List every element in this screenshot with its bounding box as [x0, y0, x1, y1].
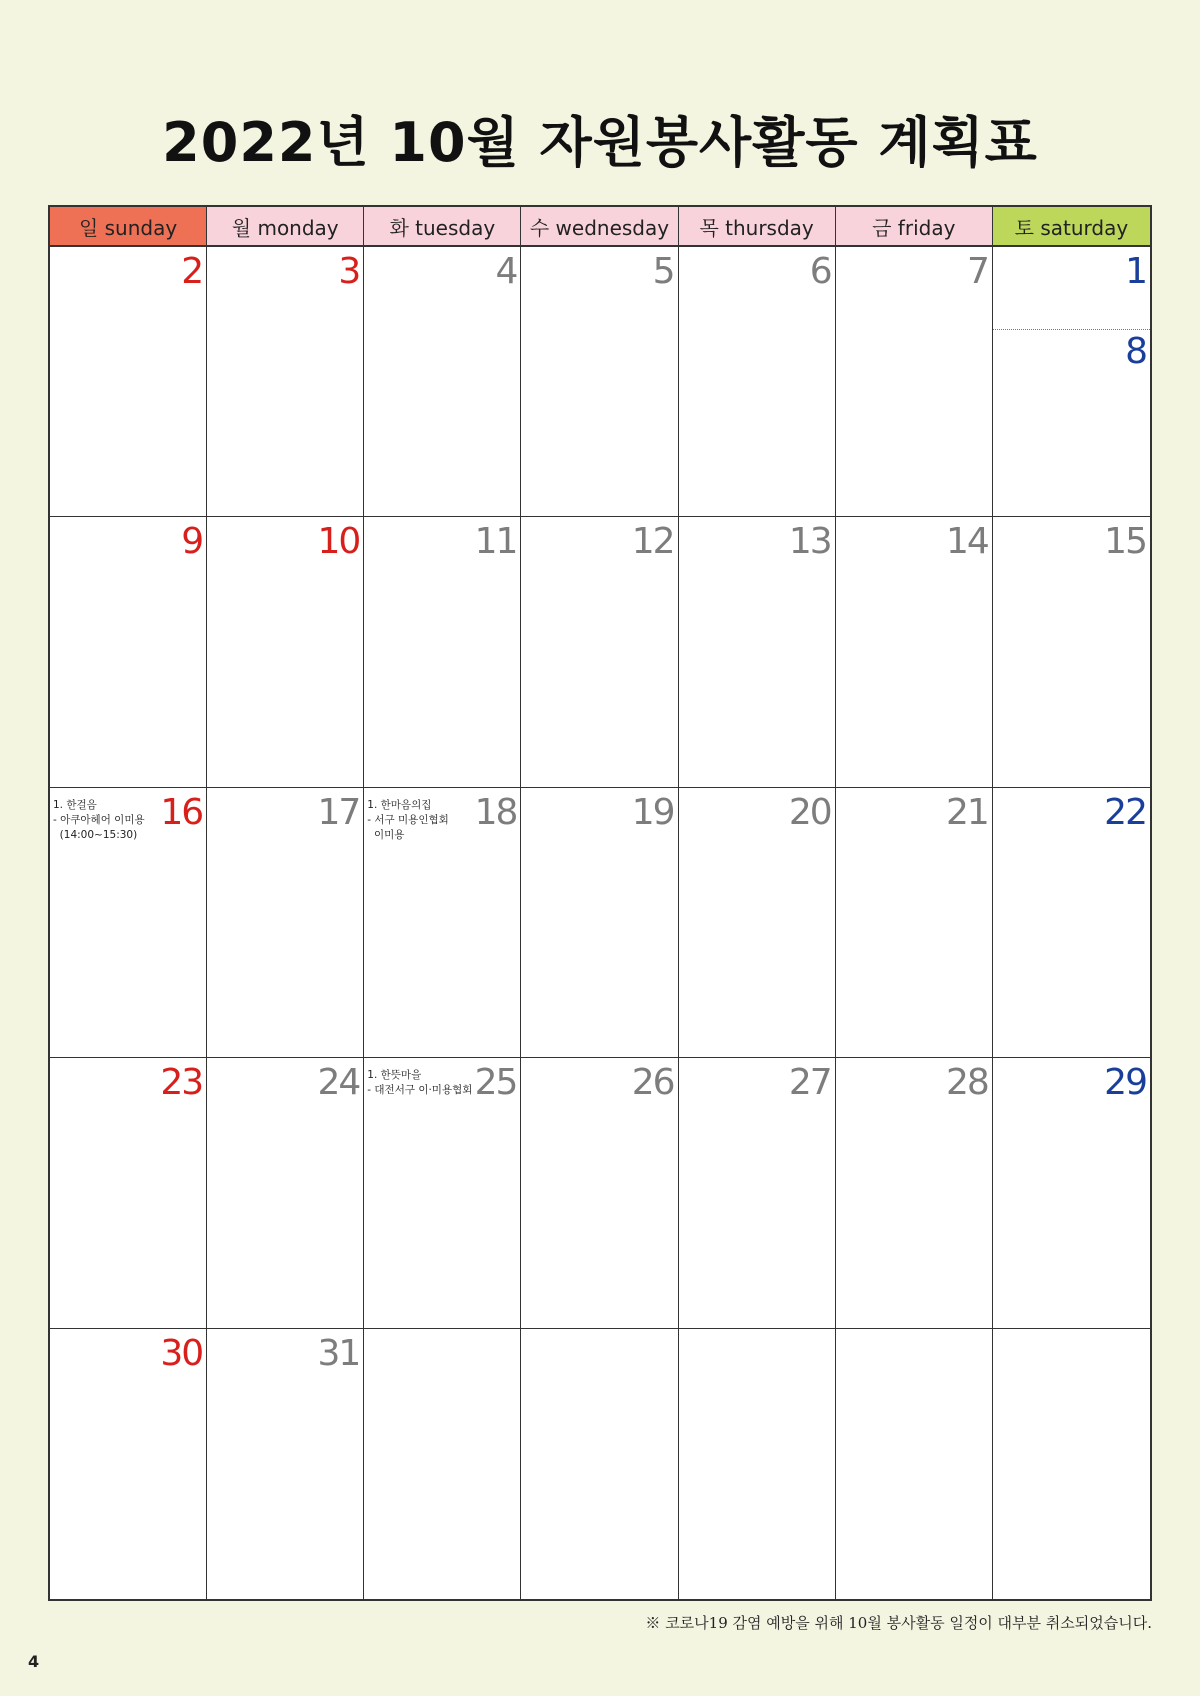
day-number: 16 — [160, 791, 203, 833]
day-number: 19 — [631, 791, 674, 833]
dotted-divider — [993, 329, 1150, 330]
day-cell — [993, 1329, 1150, 1599]
day-number: 9 — [181, 521, 203, 563]
day-number: 1 — [1125, 251, 1146, 292]
header-saturday: 토 saturday — [993, 207, 1150, 247]
day-cell — [50, 1058, 207, 1328]
day-cell — [364, 788, 521, 1058]
day-number: 3 — [338, 251, 360, 292]
header-monday: 월 monday — [207, 207, 364, 247]
header-wednesday: 수 wednesday — [521, 207, 678, 247]
day-number: 22 — [1104, 791, 1146, 833]
day-cell — [207, 1058, 364, 1328]
day-number: 20 — [788, 791, 831, 833]
event-note: 1. 한뜻마을 - 대전서구 이·미용협회 — [367, 1069, 473, 1097]
day-cell — [521, 247, 678, 517]
day-number: 17 — [317, 791, 360, 833]
day-cell — [207, 1329, 364, 1599]
day-cell — [679, 788, 836, 1058]
day-cell — [679, 1329, 836, 1599]
day-number: 23 — [160, 1062, 203, 1104]
day-cell — [364, 247, 521, 517]
day-number: 26 — [631, 1062, 674, 1104]
day-number: 4 — [495, 251, 517, 292]
day-cell — [993, 517, 1150, 787]
day-number: 28 — [946, 1062, 988, 1104]
day-number: 2 — [181, 251, 203, 292]
event-note: 1. 한걸음 - 아쿠아헤어 이미용 (14:00~15:30) — [53, 798, 145, 841]
header-thursday: 목 thursday — [679, 207, 836, 247]
day-cell — [50, 247, 207, 517]
day-number: 12 — [631, 521, 674, 563]
day-number: 13 — [788, 521, 831, 563]
header-sunday: 일 sunday — [50, 207, 207, 247]
day-number: 10 — [317, 521, 360, 563]
day-cell — [207, 517, 364, 787]
day-number: 29 — [1104, 1062, 1146, 1104]
day-cell — [993, 788, 1150, 1058]
day-number: 24 — [317, 1062, 360, 1104]
day-number: 30 — [160, 1332, 203, 1374]
page-number: 4 — [28, 1652, 40, 1671]
event-note: 1. 한마음의집 - 서구 미용인협회 이미용 — [367, 798, 449, 841]
day-number: 5 — [652, 251, 674, 292]
day-number: 15 — [1104, 521, 1146, 563]
day-number: 27 — [788, 1062, 831, 1104]
day-cell — [836, 1058, 993, 1328]
day-number: 18 — [474, 791, 517, 833]
day-cell — [836, 1329, 993, 1599]
header-tuesday: 화 tuesday — [364, 207, 521, 247]
day-cell — [679, 1058, 836, 1328]
day-cell — [50, 517, 207, 787]
day-cell — [836, 788, 993, 1058]
day-number: 25 — [474, 1062, 517, 1104]
day-cell — [364, 1329, 521, 1599]
day-cell — [521, 1058, 678, 1328]
day-number: 31 — [317, 1332, 360, 1374]
footnote: ※ 코로나19 감염 예방을 위해 10월 봉사활동 일정이 대부분 취소되었습니다. — [645, 1614, 1152, 1632]
day-cell — [364, 1058, 521, 1328]
day-cell — [207, 247, 364, 517]
day-number: 7 — [966, 251, 988, 292]
day-cell — [836, 247, 993, 517]
day-number: 6 — [809, 251, 831, 292]
day-cell — [207, 788, 364, 1058]
day-cell — [50, 788, 207, 1058]
day-cell — [679, 517, 836, 787]
day-cell — [50, 1329, 207, 1599]
day-cell — [364, 517, 521, 787]
day-cell — [679, 247, 836, 517]
calendar-grid — [48, 205, 1152, 1601]
day-number: 8 — [1125, 331, 1146, 372]
day-cell — [521, 1329, 678, 1599]
day-number: 14 — [946, 521, 988, 563]
day-cell — [836, 517, 993, 787]
page-title: 2022년 10월 자원봉사활동 계획표 — [162, 111, 1038, 174]
day-cell — [521, 517, 678, 787]
header-friday: 금 friday — [836, 207, 993, 247]
day-cell — [993, 247, 1150, 517]
day-cell — [521, 788, 678, 1058]
day-number: 11 — [474, 521, 517, 563]
day-number: 21 — [946, 791, 988, 833]
day-cell — [993, 1058, 1150, 1328]
